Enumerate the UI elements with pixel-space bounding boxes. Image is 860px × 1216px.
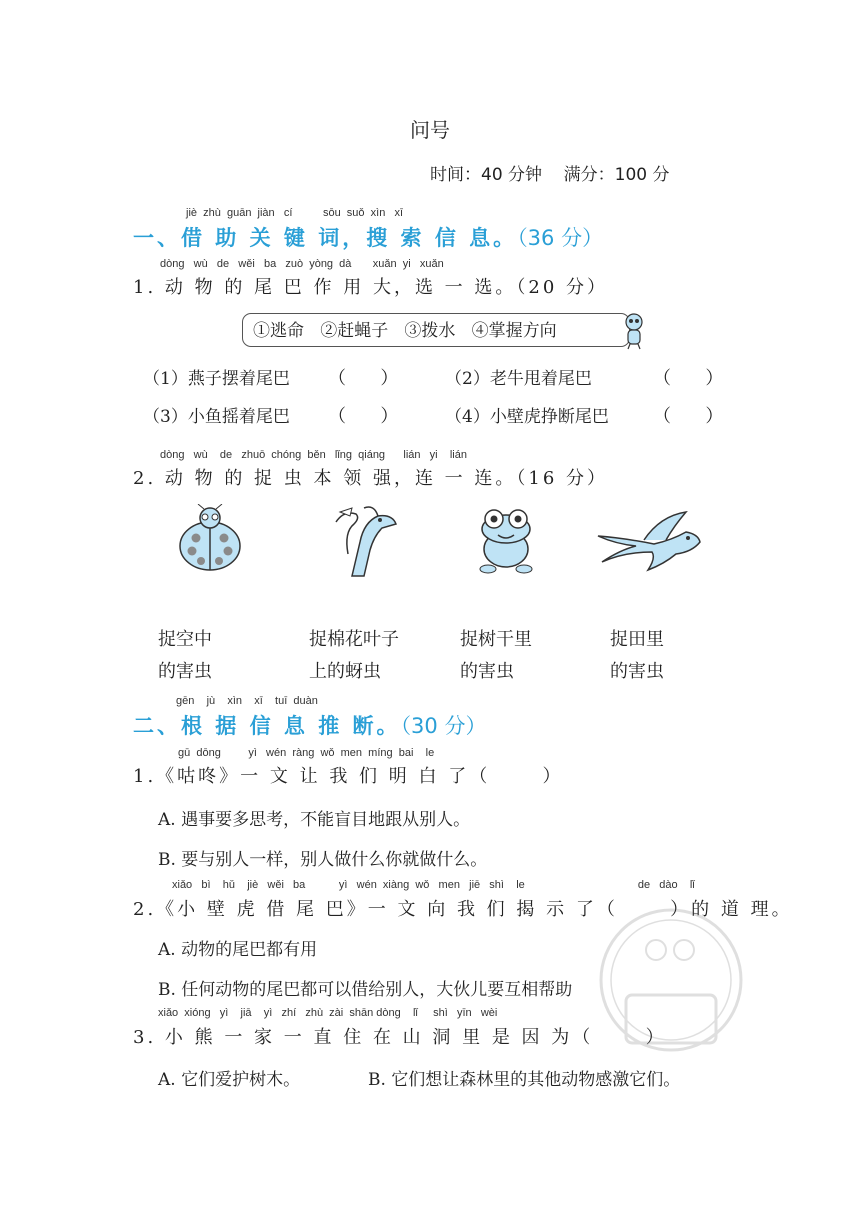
label-1[interactable]: [158, 624, 212, 688]
exam-meta: [430, 160, 670, 185]
s2q2-pinyin: xiǎo bì hǔ jiè wěi ba yì wén xiàng wǒ men jiē shì le de dào lǐ: [172, 879, 695, 891]
page-title: 问号: [410, 118, 450, 142]
mascot-icon: [620, 310, 648, 350]
s1q2-text: 2. 动 物 的 捉 虫 本 领 强，连 一 连。: [133, 468, 517, 489]
label-4-line2: 的害虫: [610, 661, 664, 682]
label-1-line1: 捉空中: [158, 629, 212, 650]
s2q1-option-b[interactable]: B. 要与别人一样，别人做什么你就做什么。: [158, 850, 488, 870]
watermark-stamp-icon: [596, 900, 746, 1060]
s1q1-pinyin: dòng wù de wěi ba zuò yòng dà xuǎn yi xuǎn: [160, 258, 444, 270]
section1-heading-text: 一、借 助 关 键 词，搜 索 信 息。: [133, 226, 518, 250]
label-1-line2: 的害虫: [158, 661, 212, 682]
s1q1-item-2: （2）老牛甩着尾巴: [445, 369, 592, 389]
s2q1-text[interactable]: 1.《咕咚》一 文 让 我 们 明 白 了（ ）: [133, 766, 564, 787]
s1q2-points: （16 分）: [516, 468, 609, 489]
label-2-line1: 捉棉花叶子: [309, 629, 399, 650]
s1q1-answer-1[interactable]: （ ）: [328, 368, 399, 389]
section1-points: （36 分）: [517, 226, 604, 250]
time-label: 时间：40 分钟: [430, 165, 543, 185]
label-3-line2: 的害虫: [460, 661, 514, 682]
s1q1-answer-3[interactable]: （ ）: [328, 406, 399, 427]
section2-points: （30 分）: [400, 714, 487, 738]
s2q2-text[interactable]: 2.《小 壁 虎 借 尾 巴》一 文 向 我 们 揭 示 了（ ）的 道 理。: [133, 899, 793, 920]
s1q2-pinyin: dòng wù de zhuō chóng běn lǐng qiáng lián yi lián: [160, 449, 467, 461]
s2q1-option-a[interactable]: A. 遇事要多思考，不能盲目地跟从别人。: [158, 810, 471, 830]
label-4[interactable]: [610, 624, 664, 688]
s2q3-text[interactable]: 3. 小 熊 一 家 一 直 住 在 山 洞 里 是 因 为（ ）: [133, 1027, 667, 1048]
s1q1-answer-2[interactable]: （ ）: [653, 368, 724, 389]
label-2-line2: 上的蚜虫: [309, 661, 381, 682]
frog-icon[interactable]: [474, 505, 538, 575]
s1q1-answer-4[interactable]: （ ）: [653, 406, 724, 427]
label-4-line1: 捉田里: [610, 629, 664, 650]
label-3-line1: 捉树干里: [460, 629, 532, 650]
section2-pinyin: gēn jù xìn xī tuī duàn: [176, 695, 318, 707]
options-box: ①逃命 ②赶蝇子 ③拨水 ④掌握方向: [242, 313, 630, 347]
swallow-icon[interactable]: [594, 510, 704, 574]
s1q1-text: 1. 动 物 的 尾 巴 作 用 大，选 一 选。: [133, 277, 517, 298]
section2-heading-text: 二、根 据 信 息 推 断。: [133, 714, 401, 738]
s1q1-question: [133, 273, 608, 299]
s2q3-option-b[interactable]: B. 它们想让森林里的其他动物感激它们。: [368, 1070, 681, 1090]
ladybug-icon[interactable]: [172, 504, 248, 574]
s1q1-item-1: （1）燕子摆着尾巴: [143, 369, 290, 389]
woodpecker-icon[interactable]: [330, 502, 400, 580]
s2q3-option-a[interactable]: A. 它们爱护树木。: [158, 1070, 301, 1090]
section1-heading: [133, 222, 603, 252]
section1-pinyin: jiè zhù guān jiàn cí sōu suǒ xìn xī: [186, 207, 404, 219]
s1q1-item-3: （3）小鱼摇着尾巴: [143, 407, 290, 427]
s1q1-item-4: （4）小壁虎挣断尾巴: [445, 407, 609, 427]
s2q1-pinyin: gū dōng yì wén ràng wǒ men míng bai le: [178, 747, 435, 759]
label-3[interactable]: [460, 624, 532, 688]
s2q2-option-a[interactable]: A. 动物的尾巴都有用: [158, 940, 318, 960]
s2q2-option-b[interactable]: B. 任何动物的尾巴都可以借给别人，大伙儿要互相帮助: [158, 980, 573, 1000]
section2-heading: [133, 710, 486, 740]
s2q3-pinyin: xiǎo xióng yì jiā yì zhí zhù zài shān dòng lǐ shì yīn wèi: [158, 1007, 498, 1019]
score-label: 满分：100 分: [563, 165, 670, 185]
s1q2-question: [133, 464, 608, 490]
s1q1-points: （20 分）: [516, 277, 609, 298]
label-2[interactable]: [309, 624, 399, 688]
